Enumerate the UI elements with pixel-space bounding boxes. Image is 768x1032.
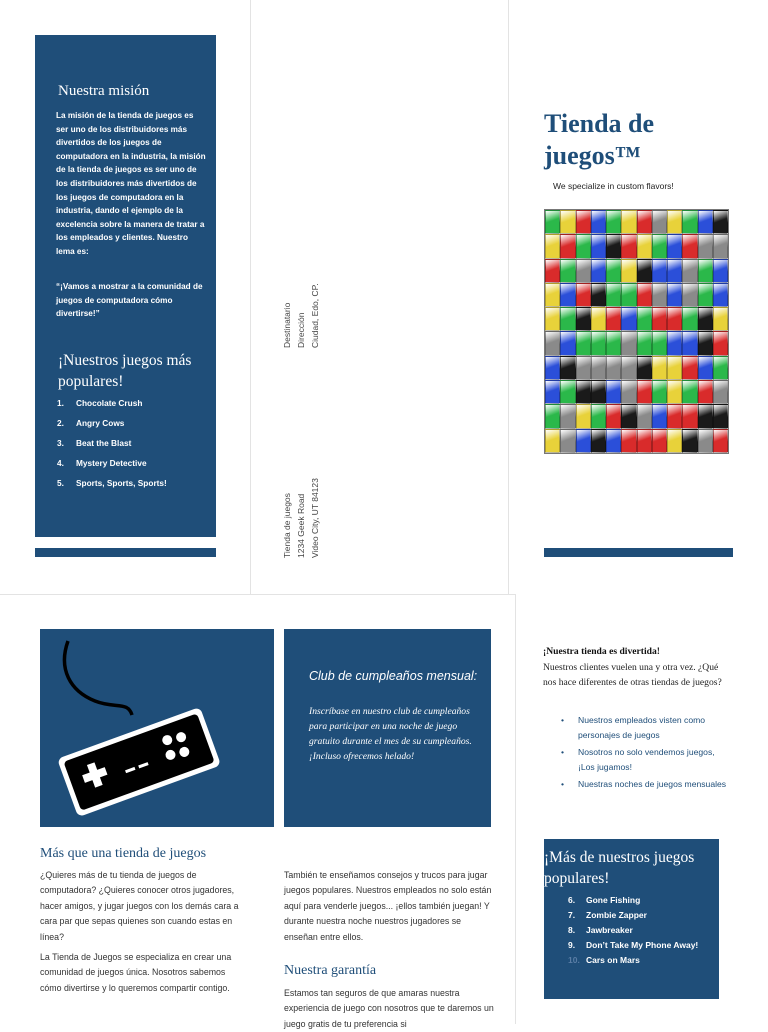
- mosaic-tile: [713, 210, 728, 234]
- brochure-title: Tienda de juegos™: [544, 109, 655, 170]
- list-item: • Nosotros no solo vendemos juegos, ¡Los jugamos!: [561, 746, 715, 773]
- mission-text: La misión de la tienda de juegos es ser uno de los distribuidores más divertidos de los juegos de computadora en la industria, la misión de la tienda de juegos es ser uno de los distribuidores más divertidos de los juegos de computadora en la industria, dando el ejemplo de la excelencia sobre la manera de tratar a los empleados y clientes. Nuestro lema es:: [56, 111, 206, 256]
- mosaic-tile: [621, 283, 636, 307]
- list-item: 10. Cars on Mars: [568, 955, 640, 965]
- mosaic-tile: [591, 210, 606, 234]
- mosaic-tile: [698, 404, 713, 428]
- mosaic-tile: [545, 210, 560, 234]
- gamepad-icon: [40, 629, 274, 827]
- mosaic-tile: [682, 210, 697, 234]
- mosaic-tile: [606, 331, 621, 355]
- mosaic-tile: [560, 380, 575, 404]
- panel-divider: [250, 0, 251, 594]
- mosaic-tile: [667, 380, 682, 404]
- mosaic-tile: [621, 356, 636, 380]
- mosaic-tile: [682, 380, 697, 404]
- mosaic-tile: [667, 356, 682, 380]
- paragraph: También te enseñamos consejos y trucos para jugar juegos populares. Nuestros empleados no solo están aquí para venderle juegos... ¡ellos también juegan! Y durante nuestra noche nuestros jugadores se enseñan entre ellos.: [284, 870, 492, 942]
- popular-games-heading: ¡Nuestros juegos más populares!: [58, 352, 192, 390]
- list-item: 2. Angry Cows: [57, 418, 125, 428]
- more-games-heading: ¡Más de nuestros juegos populares!: [544, 849, 695, 887]
- mosaic-tile: [560, 234, 575, 258]
- mosaic-tile: [682, 331, 697, 355]
- mosaic-tile: [621, 404, 636, 428]
- mosaic-tile: [591, 283, 606, 307]
- mosaic-tile: [713, 307, 728, 331]
- mosaic-tile: [637, 259, 652, 283]
- fun-text: Nuestros clientes vuelen una y otra vez. ¿Qué nos hace diferentes de otras tiendas de juegos?: [543, 662, 722, 688]
- mosaic-tile: [576, 429, 591, 453]
- list-item: • Nuestros empleados visten como personajes de juegos: [561, 715, 706, 741]
- mosaic-tile: [560, 356, 575, 380]
- mosaic-tile: [698, 380, 713, 404]
- mosaic-tile: [606, 283, 621, 307]
- tagline: We specialize in custom flavors!: [553, 181, 674, 191]
- mosaic-tile: [545, 234, 560, 258]
- mosaic-tile: [606, 234, 621, 258]
- page-divider: [0, 594, 515, 595]
- mosaic-tile: [713, 234, 728, 258]
- list-item: 5. Sports, Sports, Sports!: [57, 478, 167, 488]
- mosaic-tile: [667, 429, 682, 453]
- mosaic-tile: [560, 259, 575, 283]
- mosaic-tile: [713, 283, 728, 307]
- mission-heading: Nuestra misión: [58, 83, 150, 99]
- candy-mosaic-image: [544, 209, 729, 454]
- panel-divider: [515, 594, 516, 1024]
- mosaic-tile: [591, 356, 606, 380]
- mosaic-tile: [591, 307, 606, 331]
- mosaic-tile: [713, 331, 728, 355]
- club-text: Inscríbase en nuestro club de cumpleaños para participar en una noche de juego gratuito durante el mes de su cumpleaños. ¡Incluso ofrecemos helado!: [309, 706, 472, 762]
- paragraph: Estamos tan seguros de que amaras nuestra experiencia de juego con nosotros que te daremos un juego gratis de tu preferencia si: [284, 988, 494, 1029]
- mosaic-tile: [576, 307, 591, 331]
- mosaic-tile: [591, 259, 606, 283]
- mosaic-tile: [652, 234, 667, 258]
- mosaic-tile: [560, 331, 575, 355]
- list-item: • Nuestras noches de juegos mensuales: [561, 778, 727, 789]
- mosaic-tile: [545, 307, 560, 331]
- mosaic-tile: [698, 234, 713, 258]
- mosaic-tile: [652, 259, 667, 283]
- mosaic-tile: [545, 331, 560, 355]
- mosaic-tile: [621, 234, 636, 258]
- mosaic-tile: [606, 380, 621, 404]
- mosaic-tile: [713, 429, 728, 453]
- accent-bar: [544, 548, 733, 557]
- mosaic-tile: [606, 307, 621, 331]
- mosaic-tile: [545, 356, 560, 380]
- mosaic-tile: [637, 356, 652, 380]
- mosaic-tile: [606, 404, 621, 428]
- mosaic-tile: [637, 283, 652, 307]
- mosaic-tile: [637, 307, 652, 331]
- mosaic-tile: [698, 283, 713, 307]
- mosaic-tile: [545, 429, 560, 453]
- panel-divider: [508, 0, 509, 594]
- mosaic-tile: [652, 429, 667, 453]
- mosaic-tile: [713, 356, 728, 380]
- mosaic-tile: [606, 259, 621, 283]
- mosaic-tile: [637, 331, 652, 355]
- mosaic-tile: [576, 283, 591, 307]
- mosaic-tile: [606, 210, 621, 234]
- birthday-club-panel: [284, 629, 491, 827]
- list-item: 8. Jawbreaker: [568, 925, 633, 935]
- mosaic-tile: [667, 210, 682, 234]
- mosaic-tile: [606, 356, 621, 380]
- mosaic-tile: [576, 356, 591, 380]
- mosaic-tile: [667, 234, 682, 258]
- mosaic-tile: [576, 380, 591, 404]
- mosaic-tile: [682, 259, 697, 283]
- mosaic-tile: [545, 259, 560, 283]
- mosaic-tile: [637, 380, 652, 404]
- list-item: 3. Beat the Blast: [57, 438, 132, 448]
- section-heading: Más que una tienda de juegos: [40, 846, 207, 861]
- more-games-list: [568, 895, 698, 970]
- mosaic-tile: [652, 331, 667, 355]
- mosaic-tile: [576, 259, 591, 283]
- list-item: 9. Don’t Take My Phone Away!: [568, 940, 699, 950]
- mosaic-tile: [591, 404, 606, 428]
- sender-address: Tienda de juegos 1234 Geek Road Video City, UT 84123: [282, 478, 320, 558]
- mosaic-tile: [621, 380, 636, 404]
- mosaic-tile: [591, 234, 606, 258]
- mosaic-tile: [667, 283, 682, 307]
- mosaic-tile: [591, 429, 606, 453]
- mosaic-tile: [698, 210, 713, 234]
- mosaic-tile: [637, 234, 652, 258]
- mosaic-tile: [637, 404, 652, 428]
- mosaic-tile: [667, 404, 682, 428]
- mosaic-tile: [576, 210, 591, 234]
- mosaic-tile: [667, 307, 682, 331]
- paragraph: ¿Quieres más de tu tienda de juegos de computadora? ¿Quieres conocer otros jugadores, hacer amigos, y jugar juegos con los demás cara a cara par que sepas quienes son cuando estas en línea?: [40, 870, 239, 942]
- mosaic-tile: [591, 380, 606, 404]
- mission-panel: [35, 35, 216, 537]
- list-item: 4. Mystery Detective: [57, 458, 147, 468]
- list-item: 7. Zombie Zapper: [568, 910, 647, 920]
- accent-bar: [35, 548, 216, 557]
- mosaic-tile: [637, 210, 652, 234]
- mosaic-tile: [621, 210, 636, 234]
- mosaic-tile: [560, 210, 575, 234]
- mosaic-tile: [560, 404, 575, 428]
- mosaic-tile: [682, 404, 697, 428]
- mosaic-tile: [682, 307, 697, 331]
- mosaic-tile: [652, 356, 667, 380]
- mosaic-tile: [682, 429, 697, 453]
- list-item: 6. Gone Fishing: [568, 895, 641, 905]
- paragraph: La Tienda de Juegos se especializa en crear una comunidad de juegos única. Nosotros sabemos cómo divertirse y lo queremos compartir contigo.: [40, 952, 232, 993]
- mosaic-tile: [652, 307, 667, 331]
- recipient-address: Destinatario Dirección Ciudad, Edo, CP.: [282, 283, 320, 348]
- mosaic-tile: [652, 404, 667, 428]
- mosaic-tile: [667, 259, 682, 283]
- fun-heading: ¡Nuestra tienda es divertida!: [543, 646, 660, 657]
- mosaic-tile: [713, 380, 728, 404]
- popular-games-list: [57, 398, 167, 498]
- mosaic-tile: [621, 429, 636, 453]
- mosaic-tile: [637, 429, 652, 453]
- mosaic-tile: [545, 404, 560, 428]
- mosaic-tile: [698, 356, 713, 380]
- mosaic-tile: [698, 307, 713, 331]
- fun-bullet-list: [560, 713, 730, 793]
- mosaic-tile: [652, 283, 667, 307]
- mosaic-tile: [621, 307, 636, 331]
- more-games-panel: [544, 839, 719, 999]
- mosaic-tile: [713, 259, 728, 283]
- mosaic-tile: [698, 331, 713, 355]
- mosaic-tile: [621, 331, 636, 355]
- mosaic-tile: [606, 429, 621, 453]
- mosaic-tile: [545, 380, 560, 404]
- mosaic-tile: [576, 404, 591, 428]
- mosaic-tile: [560, 283, 575, 307]
- mosaic-tile: [652, 210, 667, 234]
- section-heading: Nuestra garantía: [284, 963, 377, 978]
- mosaic-tile: [591, 331, 606, 355]
- mosaic-tile: [682, 356, 697, 380]
- list-item: 1. Chocolate Crush: [57, 398, 143, 408]
- mosaic-tile: [576, 234, 591, 258]
- mosaic-tile: [682, 234, 697, 258]
- mosaic-tile: [545, 283, 560, 307]
- mosaic-tile: [667, 331, 682, 355]
- mission-quote: “¡Vamos a mostrar a la comunidad de juegos de computadora cómo divertirse!”: [56, 282, 203, 319]
- mosaic-tile: [560, 429, 575, 453]
- controller-image-panel: [40, 629, 274, 827]
- mosaic-tile: [698, 259, 713, 283]
- mosaic-tile: [698, 429, 713, 453]
- mosaic-tile: [652, 380, 667, 404]
- mosaic-tile: [621, 259, 636, 283]
- mosaic-tile: [560, 307, 575, 331]
- club-heading: Club de cumpleaños mensual:: [309, 669, 478, 683]
- mosaic-tile: [576, 331, 591, 355]
- mosaic-tile: [682, 283, 697, 307]
- mosaic-tile: [713, 404, 728, 428]
